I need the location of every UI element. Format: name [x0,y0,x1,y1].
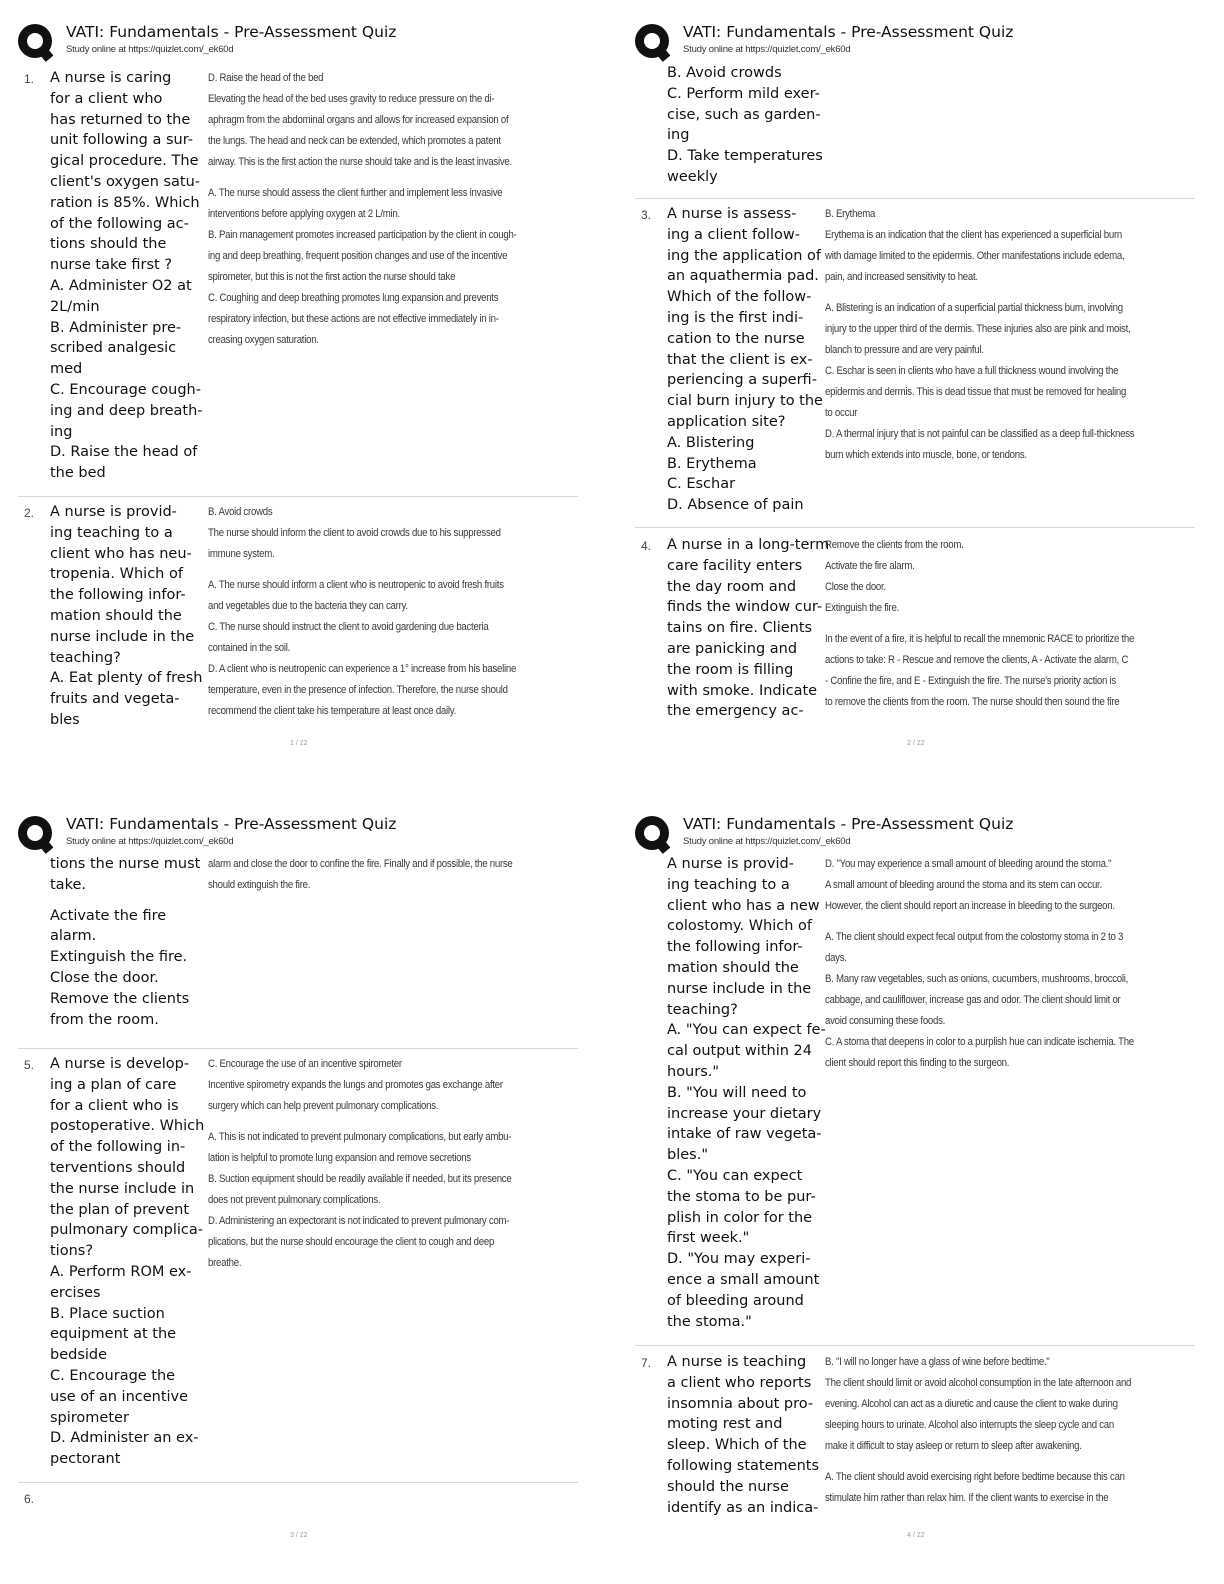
text-line: the bed [50,465,106,482]
text-line: client's oxygen satu- [50,173,201,190]
page-number: 4 / 22 [907,1532,925,1539]
text-line: should extinguish the fire. [208,879,311,891]
text-line: the emergency ac- [667,703,804,720]
quizlet-logo-icon [18,816,52,850]
page-number: 2 / 22 [907,740,925,747]
text-line: gical procedure. The [50,153,199,170]
text-line: C. Eschar is seen in clients who have a full thickness wound involving the [825,365,1119,377]
answer-text [208,68,523,351]
text-line: B. Administer pre- [50,319,182,336]
page-title: VATI: Fundamentals - Pre-Assessment Quiz [683,815,1014,833]
text-line: A nurse is develop- [50,1056,190,1072]
text-line: the plan of prevent [50,1201,190,1218]
text-line: C. A stoma that deepens in color to a purplish hue can indicate ischemia. The [825,1036,1134,1048]
text-line: 2L/min [50,298,100,315]
divider [635,1345,1195,1346]
text-line: Which of the follow- [667,289,812,306]
question-text [50,1054,206,1470]
answer-text [825,535,1140,713]
text-line [50,896,206,906]
text-line: A. The nurse should assess the client further and implement less invasive [208,187,503,199]
text-line: Close the door. [825,581,886,593]
text-line: client should report this finding to the surgeon. [825,1057,1010,1069]
text-line [825,1457,1140,1467]
text-line: ing a plan of care [50,1076,177,1093]
text-line: and vegetables due to the bacteria they can carry. [208,600,408,612]
text-line: D. A thermal injury that is not painful can be classified as a deep full-thickness [825,428,1135,440]
text-line: A. Administer O2 at [50,277,192,294]
text-line: respiratory infection, but these actions are not effective immediately in in- [208,313,499,325]
text-line: identify as an indica- [667,1499,819,1516]
text-line: hours." [667,1063,720,1080]
text-line: A nurse is assess- [667,206,797,222]
text-line: mation should the [667,959,799,976]
text-line: plications, but the nurse should encourage the client to cough and deep [208,1236,495,1248]
text-line: to remove the clients from the room. The nurse should then sound the fire [825,696,1120,708]
text-line: weekly [667,168,718,185]
text-line: D. Take temperatures [667,148,823,165]
page-number: 3 / 22 [290,1532,308,1539]
text-line: of the following in- [50,1139,186,1156]
text-line: injury to the upper third of the dermis. These injuries also are pink and moist, [825,323,1131,335]
page-header [617,792,1197,847]
text-line: use of an incentive [50,1388,189,1405]
text-line: nurse take first ? [50,257,173,274]
text-line: recommend the client take his temperature at least once daily. [208,705,457,717]
text-line: of bleeding around [667,1292,804,1309]
text-line: bles [50,711,80,728]
text-line: D. Raise the head of [50,444,198,461]
text-line: A. The client should expect fecal output from the colostomy stoma in 2 to 3 [825,931,1124,943]
text-line: In the event of a fire, it is helpful to recall the mnemonic RACE to prioritize the [825,633,1135,645]
text-line: evening. Alcohol can act as a diuretic and cause the client to wake during [825,1398,1118,1410]
text-line: ing and deep breathing, frequent position changes and use of the incentive [208,250,508,262]
text-line: teaching? [50,649,121,666]
text-line: A. Blistering [667,434,755,451]
text-line: the room is filling [667,661,794,678]
answer-continuation [208,854,523,896]
text-line: Remove the clients from the room. [825,539,964,551]
text-line: A. The nurse should inform a client who is neutropenic to avoid fresh fruits [208,579,504,591]
quiz-page-4 [617,792,1197,1552]
text-line: B. "I will no longer have a glass of wine before bedtime." [825,1356,1050,1368]
text-line: A. The client should avoid exercising right before bedtime because this can [825,1471,1125,1483]
text-line: ing and deep breath- [50,402,203,419]
text-line: sleeping hours to urinate. Alcohol also interrupts the sleep cycle and can [825,1419,1114,1431]
text-line: C. Encourage cough- [50,381,201,398]
text-line: client who has a new [667,897,820,914]
text-line: D. "You may experience a small amount of bleeding around the stoma." [825,858,1112,870]
text-line: has returned to the [50,111,191,128]
text-line: B. Avoid crowds [667,65,782,81]
text-line: D. "You may experi- [667,1251,811,1268]
divider [18,496,578,497]
text-line: temperature, even in the presence of infection. Therefore, the nurse should [208,684,508,696]
text-line: alarm. [50,928,97,945]
text-line: C. Encourage the use of an incentive spirometer [208,1058,402,1070]
text-line: bedside [50,1347,108,1364]
text-line: that the client is ex- [667,351,813,368]
text-line: breathe. [208,1257,242,1269]
text-line: D. Administering an expectorant is not indicated to prevent pulmonary com- [208,1215,510,1227]
question-text [667,1352,823,1518]
quiz-page-1 [0,0,580,760]
text-line: pain, and increased sensitivity to heat. [825,271,978,283]
quizlet-logo-icon [18,24,52,58]
text-line: A nurse is caring [50,70,172,86]
divider [635,527,1195,528]
text-line: ing [667,127,690,144]
text-line: for a client who [50,90,163,107]
text-line: pectorant [50,1451,121,1468]
page-title: VATI: Fundamentals - Pre-Assessment Quiz [66,815,397,833]
text-line [825,288,1140,298]
study-online-link[interactable]: Study online at https://quizlet.com/_ek60d [66,44,234,55]
question-continuation [50,854,206,1030]
text-line: cation to the nurse [667,330,805,347]
answer-text [825,854,1140,1074]
question-number: 6. [24,1492,35,1506]
text-line: creasing oxygen saturation. [208,334,319,346]
text-line: avoid consuming these foods. [825,1015,946,1027]
text-line: The nurse should inform the client to avoid crowds due to his suppressed [208,527,501,539]
answer-text [208,502,523,722]
text-line: Incentive spirometry expands the lungs and promotes gas exchange after [208,1079,503,1091]
answer-text [825,1352,1140,1509]
text-line: D. Raise the head of the bed [208,72,324,84]
text-line: make it difficult to stay asleep or return to sleep after awakening. [825,1440,1082,1452]
quiz-page-3 [0,792,580,1552]
text-line: sleep. Which of the [667,1437,807,1454]
text-line: A nurse is teaching [667,1354,807,1370]
text-line: stimulate him rather than relax him. If the client wants to exercise in the [825,1492,1109,1504]
question-number: 5. [24,1058,35,1072]
text-line: alarm and close the door to confine the fire. Finally and if possible, the nurse [208,858,513,870]
text-line: terventions should [50,1159,186,1176]
page-header [0,792,580,847]
text-line: increase your dietary [667,1105,822,1122]
text-line: mation should the [50,607,182,624]
page-header [617,0,1197,55]
text-line: should the nurse [667,1478,789,1495]
text-line: periencing a superfi- [667,372,817,389]
page-number: 1 / 22 [290,740,308,747]
text-line: with damage limited to the epidermis. Other manifestations include edema, [825,250,1125,262]
text-line: Remove the clients [50,990,190,1007]
text-line: cial burn injury to the [667,393,823,410]
text-line [208,173,523,183]
divider [635,198,1195,199]
text-line: C. Coughing and deep breathing promotes lung expansion and prevents [208,292,499,304]
text-line: B. Erythema [667,455,757,472]
text-line: C. The nurse should instruct the client to avoid gardening due bacteria [208,621,489,633]
text-line: from the room. [50,1011,159,1028]
text-line: ercises [50,1284,101,1301]
question-text [667,854,826,1332]
text-line: airway. This is the first action the nurse should take and is the least invasive. [208,156,512,168]
text-line: fruits and vegeta- [50,691,180,708]
question-text [50,68,206,484]
text-line: finds the window cur- [667,599,823,616]
text-line: cise, such as garden- [667,106,821,123]
text-line: ing [50,423,73,440]
text-line: does not prevent pulmonary complications. [208,1194,381,1206]
text-line: Activate the fire [50,907,167,924]
text-line: A. "You can expect fe- [667,1022,826,1039]
page-header [0,0,580,55]
text-line: the following infor- [50,587,186,604]
text-line: Extinguish the fire. [825,602,900,614]
text-line: D. Absence of pain [667,497,804,514]
text-line: Elevating the head of the bed uses gravity to reduce pressure on the di- [208,93,495,105]
text-line: A. Blistering is an indication of a superficial partial thickness burn, involving [825,302,1123,314]
text-line: scribed analgesic [50,340,177,357]
answer-text [208,1054,523,1274]
text-line: A. Perform ROM ex- [50,1263,192,1280]
text-line: unit following a sur- [50,132,194,149]
text-line: D. Administer an ex- [50,1430,199,1447]
text-line: contained in the soil. [208,642,291,654]
text-line: tains on fire. Clients [667,620,813,637]
text-line: C. "You can expect [667,1167,803,1184]
text-line: A nurse is provid- [667,856,794,872]
question-number: 3. [641,208,652,222]
text-line: spirometer [50,1409,129,1426]
text-line: the nurse include in [50,1180,195,1197]
text-line: B. Erythema [825,208,876,220]
text-line: The client should limit or avoid alcohol consumption in the late afternoon and [825,1377,1132,1389]
text-line: A nurse is provid- [50,504,177,520]
text-line: Extinguish the fire. [50,949,188,966]
text-line: tions the nurse must [50,856,201,872]
text-line: pulmonary complica- [50,1222,203,1239]
text-line: tions should the [50,236,167,253]
text-line: cal output within 24 [667,1043,812,1060]
text-line: moting rest and [667,1416,783,1433]
text-line: B. Pain management promotes increased participation by the client in cough- [208,229,517,241]
quizlet-logo-icon [635,816,669,850]
text-line: teaching? [667,1001,738,1018]
text-line: the lungs. The head and neck can be extended, which promotes a patent [208,135,501,147]
text-line [208,565,523,575]
text-line: tions? [50,1243,94,1260]
text-line: postoperative. Which [50,1118,205,1135]
text-line: B. "You will need to [667,1084,807,1101]
text-line: days. [825,952,847,964]
text-line: of the following ac- [50,215,189,232]
text-line [825,619,1140,629]
question-text [667,535,830,722]
text-line: ence a small amount [667,1271,820,1288]
study-online-link[interactable]: Study online at https://quizlet.com/_ek60d [683,836,851,847]
text-line: epidermis and dermis. This is dead tissue that must be removed for healing [825,386,1127,398]
question-text [667,204,823,516]
text-line: insomnia about pro- [667,1395,814,1412]
text-line: Close the door. [50,969,159,986]
text-line: are panicking and [667,640,798,657]
text-line: colostomy. Which of [667,918,813,935]
text-line: ing teaching to a [667,876,790,893]
page-title: VATI: Fundamentals - Pre-Assessment Quiz [66,23,397,41]
text-line: B. Many raw vegetables, such as onions, cucumbers, mushrooms, broccoli, [825,973,1129,985]
text-line: intake of raw vegeta- [667,1126,822,1143]
divider [18,1482,578,1483]
text-line: an aquathermia pad. [667,268,819,285]
text-line: surgery which can help prevent pulmonary complications. [208,1100,439,1112]
text-line: med [50,361,83,378]
text-line: Erythema is an indication that the client has experienced a superficial burn [825,229,1123,241]
text-line: plish in color for the [667,1209,813,1226]
text-line: the stoma to be pur- [667,1188,816,1205]
text-line: nurse include in the [667,980,812,997]
text-line: However, the client should report an increase in bleeding to the surgeon. [825,900,1115,912]
text-line: - Confine the fire, and E - Extinguish the fire. The nurse's priority action is [825,675,1116,687]
text-line: cabbage, and cauliflower, increase gas and odor. The client should limit or [825,994,1121,1006]
question-number: 7. [641,1356,652,1370]
text-line: B. Place suction [50,1305,165,1322]
text-line: ing the application of [667,247,822,264]
text-line: to occur [825,407,858,419]
text-line: care facility enters [667,557,803,574]
text-line: ration is 85%. Which [50,194,200,211]
text-line: interventions before applying oxygen at 2 L/min. [208,208,400,220]
text-line: equipment at the [50,1326,177,1343]
text-line: ing is the first indi- [667,309,804,326]
text-line: aphragm from the abdominal organs and allows for increased expansion of [208,114,509,126]
text-line: A. This is not indicated to prevent pulmonary complications, but early ambu- [208,1131,512,1143]
text-line: D. A client who is neutropenic can experience a 1° increase from his baseline [208,663,517,675]
text-line [825,917,1140,927]
text-line: nurse include in the [50,628,195,645]
divider [18,1048,578,1049]
answer-text [825,204,1140,466]
page-title: VATI: Fundamentals - Pre-Assessment Quiz [683,23,1014,41]
text-line: the stoma." [667,1313,752,1330]
text-line: with smoke. Indicate [667,682,818,699]
question-number: 4. [641,539,652,553]
question-text [50,502,206,731]
question-continuation [667,63,823,188]
text-line: lation is helpful to promote lung expansion and remove secretions [208,1152,471,1164]
question-number: 2. [24,506,35,520]
text-line: B. Suction equipment should be readily available if needed, but its presence [208,1173,512,1185]
text-line: first week." [667,1230,750,1247]
text-line: B. Avoid crowds [208,506,273,518]
text-line: take. [50,876,86,893]
text-line: spirometer, but this is not the first action the nurse should take [208,271,456,283]
text-line: a client who reports [667,1374,812,1391]
text-line: immune system. [208,548,275,560]
question-number: 1. [24,72,35,86]
text-line: for a client who is [50,1097,179,1114]
text-line: burn which extends into muscle, bone, or tendons. [825,449,1027,461]
text-line: A. Eat plenty of fresh [50,670,203,687]
text-line: ing teaching to a [50,524,173,541]
text-line: C. Encourage the [50,1367,176,1384]
text-line: client who has neu- [50,545,192,562]
text-line [208,1117,523,1127]
text-line: tropenia. Which of [50,566,183,583]
quiz-page-2 [617,0,1197,760]
text-line: C. Eschar [667,476,736,493]
text-line: following statements [667,1457,820,1474]
text-line: actions to take: R - Rescue and remove the clients, A - Activate the alarm, C [825,654,1129,666]
text-line: bles." [667,1147,708,1164]
text-line: the day room and [667,578,797,595]
text-line: application site? [667,413,786,430]
text-line: blanch to pressure and are very painful. [825,344,984,356]
study-online-link[interactable]: Study online at https://quizlet.com/_ek60d [66,836,234,847]
text-line: Activate the fire alarm. [825,560,915,572]
text-line: C. Perform mild exer- [667,85,820,102]
text-line: A nurse in a long-term [667,537,830,553]
text-line: A small amount of bleeding around the stoma and its stem can occur. [825,879,1102,891]
text-line: the following infor- [667,939,803,956]
study-online-link[interactable]: Study online at https://quizlet.com/_ek60d [683,44,851,55]
text-line: ing a client follow- [667,226,800,243]
quizlet-logo-icon [635,24,669,58]
